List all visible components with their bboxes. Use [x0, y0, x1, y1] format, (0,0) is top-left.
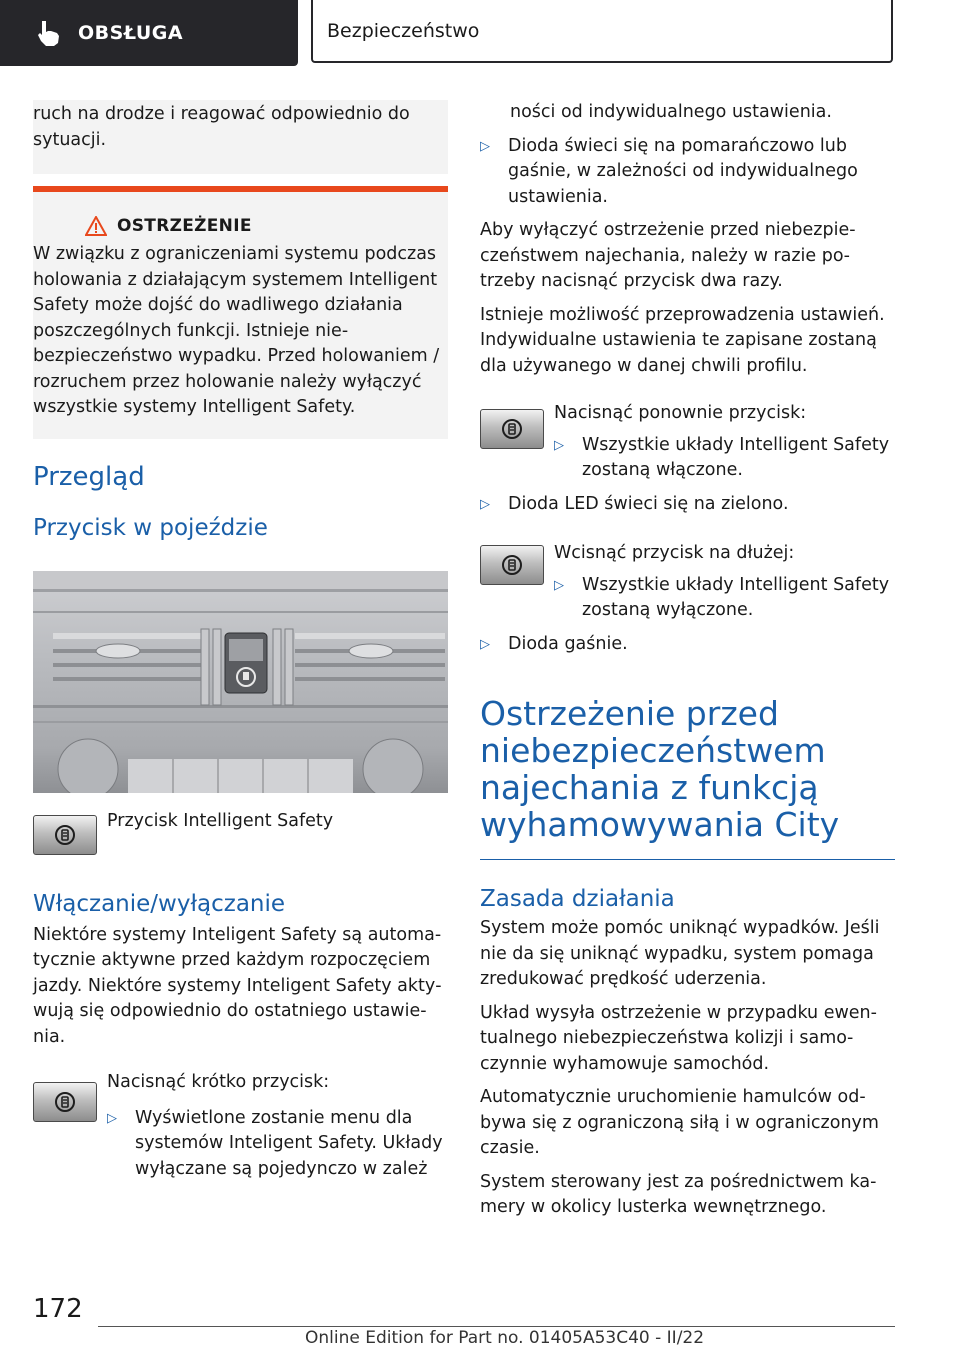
intelligent-safety-icon [501, 418, 523, 440]
edition-text: Online Edition for Part no. 01405A53C40 - II/22 [305, 1328, 705, 1348]
dashboard-photo [33, 571, 448, 793]
triangle-bullet-icon: ▷ [480, 138, 490, 154]
heading-main: Ostrzeżenie przed niebezpieczeństwem najechania z funkcją wyhamowywania City [480, 694, 840, 844]
warning-triangle-icon [85, 216, 107, 236]
triangle-bullet-icon: ▷ [480, 636, 490, 652]
button-caption-row [33, 809, 448, 855]
warning-box [33, 192, 448, 439]
triangle-bullet-icon: ▷ [554, 577, 564, 593]
press-long-row [480, 541, 895, 624]
bullet-led-off: Dioda gaśnie. [508, 633, 628, 654]
bullet-green-led: Dioda LED świeci się na zielono. [508, 493, 789, 514]
intelligent-safety-button[interactable] [33, 1082, 97, 1122]
press-short-row [33, 1070, 448, 1182]
heading-overview: Przegląd [33, 461, 145, 492]
principle-p3: Automatycznie uruchomienie hamulców odbywa się z ograniczoną siłą i w ograniczonym czasie. [480, 1087, 879, 1158]
triangle-bullet-icon: ▷ [107, 1110, 117, 1126]
button-caption: Przycisk Intelligent Safety [107, 810, 334, 831]
right-column [480, 100, 895, 1221]
heading-on-off: Włączanie/wyłączanie [33, 890, 286, 917]
triangle-bullet-icon: ▷ [554, 437, 564, 453]
press-short-bullet: Wyświetlone zostanie menu dla systemów Inteligent Safety. Układy wyłączane są pojedynczo w zależ [135, 1107, 443, 1179]
on-off-text: Niektóre systemy Inteligent Safety są automatycznie aktywne przed każdym rozpoczęciem jazdy. Niektóre systemy Inteligent Safety aktywują się odpowiednio do ostatniego ustawienia. [33, 924, 442, 1047]
warning-title-row [33, 216, 448, 236]
press-again-bullet: Wszystkie układy Intelligent Safety zostaną włączone. [582, 434, 890, 480]
bullet-orange-led: Dioda świeci się na pomarańczowo lub gaśnie, w zależności od indywidualnego ustawienia. [508, 135, 858, 207]
triangle-bullet-icon: ▷ [480, 496, 490, 512]
para-settings: Istnieje możliwość przeprowadzenia ustawień. Indywidualne ustawienia te zapisane zostaną dla używanego w danej chwili profilu. [480, 304, 885, 376]
left-column [33, 100, 448, 1182]
para-press-twice: Aby wyłączyć ostrzeżenie przed niebezpieczeństwem najechania, należy w razie potrzeby nacisnąć przycisk dwa razy. [480, 220, 856, 291]
press-long-bullet: Wszystkie układy Intelligent Safety zostaną wyłączone. [582, 574, 890, 620]
list-item [480, 134, 895, 211]
hand-pointer-icon [34, 18, 64, 48]
list-item [480, 492, 895, 518]
press-short-text: Nacisnąć krótko przycisk: [107, 1072, 330, 1092]
intelligent-safety-button[interactable] [33, 815, 97, 855]
principle-p1: System może pomóc uniknąć wypadków. Jeśli nie da się uniknąć wypadku, system pomaga zredukować prędkość uderzenia. [480, 918, 880, 989]
footer-rule [98, 1326, 895, 1327]
list-item [480, 632, 895, 658]
warning-text: W związku z ograniczeniami systemu podczas holowania z działającym systemem Intelligent Safety może dojść do wadliwego działania poszczególnych funkcji. Istnieje niebezpieczeństwo wypadku. Przed holowaniem / rozruchem przez holowanie należy wyłączyć wszystkie systemy Intelligent Safety. [33, 244, 440, 417]
intro-text: ruch na drodze i reagować odpowiednio do sytuacji. [33, 104, 410, 150]
chapter-label: Bezpieczeństwo [327, 19, 480, 42]
heading-principle: Zasada działania [480, 886, 675, 912]
intelligent-safety-icon [54, 824, 76, 846]
section-label: OBSŁUGA [78, 22, 184, 44]
press-again-row [480, 401, 895, 484]
intro-box [33, 100, 448, 174]
list-item [554, 573, 895, 624]
list-item [107, 1106, 448, 1183]
chapter-tab [311, 0, 893, 63]
principle-p2: Układ wysyła ostrzeżenie w przypadku ewentualnego niebezpieczeństwa kolizji i samoczynnie wyhamowuje samochód. [480, 1002, 877, 1074]
page-number: 172 [33, 1294, 83, 1324]
intelligent-safety-icon [54, 1091, 76, 1113]
intelligent-safety-button[interactable] [480, 409, 544, 449]
warning-title: OSTRZEŻENIE [117, 216, 252, 236]
heading-button-in-vehicle: Przycisk w pojeździe [33, 514, 268, 541]
section-tab [0, 0, 298, 66]
press-long-text: Wcisnąć przycisk na dłużej: [554, 543, 795, 563]
list-item [554, 433, 895, 484]
intelligent-safety-icon [501, 554, 523, 576]
intelligent-safety-button[interactable] [480, 545, 544, 585]
press-again-text: Nacisnąć ponownie przycisk: [554, 403, 807, 423]
principle-p4: System sterowany jest za pośrednictwem kamery w okolicy lusterka wewnętrznego. [480, 1171, 877, 1217]
continued-text: ności od indywidualnego ustawienia. [510, 102, 832, 122]
page-header [0, 0, 960, 66]
